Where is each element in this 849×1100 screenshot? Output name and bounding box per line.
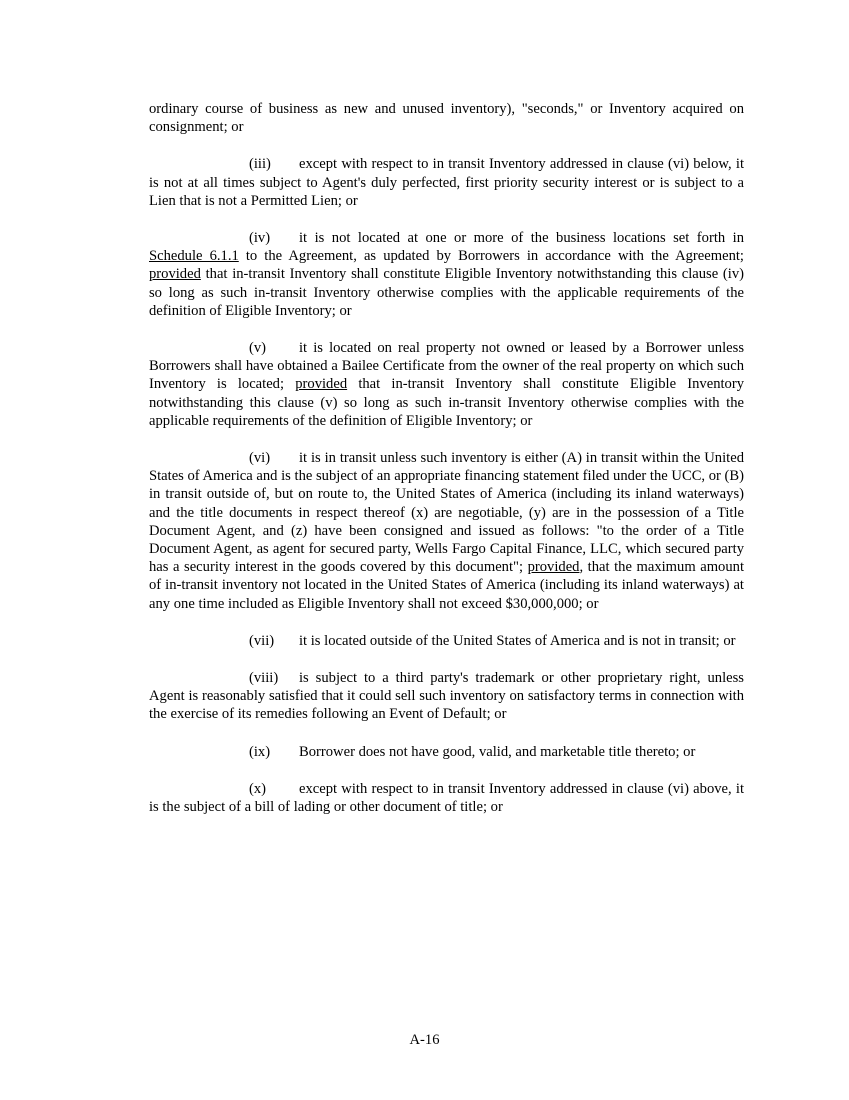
clause-text: it is located outside of the United States of America and is not in transit; or — [299, 632, 736, 649]
clause-vii — [149, 632, 744, 650]
clause-viii — [149, 669, 744, 724]
clause-text: it is not located at one or more of the business locations set forth in — [299, 230, 744, 247]
clause-iv — [149, 229, 744, 320]
clause-iii — [149, 155, 744, 210]
clause-number: (x) — [249, 780, 267, 797]
clause-text: it is located on real property not owned or leased by a Borrower unless Borrowers shall have obtained a Bailee Certificate from the owner of the real property on which such Inventory is located; — [149, 340, 744, 393]
paragraph-text: ordinary course of business as new and unused inventory), "seconds," or Inventory acquired on consignment; or — [149, 101, 744, 136]
paragraph-continuation — [149, 100, 744, 136]
clause-number: (v) — [249, 340, 267, 357]
clause-text: except with respect to in transit Inventory addressed in clause (vi) above, it is the subject of a bill of lading or other document of title; or — [149, 780, 744, 816]
clause-text: is subject to a third party's trademark or other proprietary right, unless Agent is reasonably satisfied that it could sell such inventory on satisfactory terms in connection with the exercise of its remedies following an Event of Default; or — [149, 670, 744, 723]
clause-number: (vii) — [249, 632, 275, 649]
clause-number: (viii) — [249, 670, 279, 687]
clause-vi — [149, 449, 744, 613]
clause-text: that in-transit Inventory shall constitute Eligible Inventory notwithstanding this clause (v) so long as such in-transit Inventory otherwise complies with the applicable requirements of the definition of Eligible Inventory; or — [149, 376, 745, 429]
clause-number: (iii) — [249, 156, 271, 173]
clause-text: , that the maximum amount of in-transit inventory not located in the United States of America (including its inland waterways) at any one time included as Eligible Inventory shall not exceed $30,000,000; or — [149, 559, 744, 612]
underlined-term: provided — [295, 376, 348, 393]
clause-number: (vi) — [249, 450, 271, 467]
page-number: A-16 — [409, 1032, 440, 1048]
underlined-term: provided — [149, 266, 201, 283]
clause-v — [149, 339, 744, 430]
document-body — [149, 100, 744, 835]
clause-text: to the Agreement, as updated by Borrowers in accordance with the Agreement; — [238, 248, 744, 265]
clause-x — [149, 780, 744, 816]
clause-text: it is in transit unless such inventory is either (A) in transit within the United States of America and is the subject of an appropriate financing statement filed under the UCC, or (B) in transit outside of, but on route to, the United States of America (including its inland waterways) and the title documents in respect thereof (x) are negotiable, (y) are in the possession of a Title Document Agent, and (z) have been consigned and issued as follows: "to the order of a Title Document Agent, as agent for secured party, Wells Fargo Capital Finance, LLC, which secured party has a security interest in the goods covered by this document"; — [149, 450, 744, 576]
underlined-term: Schedule 6.1.1 — [149, 248, 239, 265]
clause-ix — [149, 743, 744, 761]
clause-text: except with respect to in transit Inventory addressed in clause (vi) below, it is not at all times subject to Agent's duly perfected, first priority security interest or is subject to a Lien that is not a Permitted Lien; or — [149, 156, 744, 209]
underlined-term: provided — [527, 559, 580, 576]
clause-number: (ix) — [249, 743, 271, 760]
clause-text: that in-transit Inventory shall constitute Eligible Inventory notwithstanding this clause (iv) so long as such in-transit Inventory otherwise complies with the applicable requirements of the definition of Eligible Inventory; or — [149, 266, 744, 319]
clause-number: (iv) — [249, 230, 271, 247]
clause-text: Borrower does not have good, valid, and marketable title thereto; or — [299, 743, 696, 760]
